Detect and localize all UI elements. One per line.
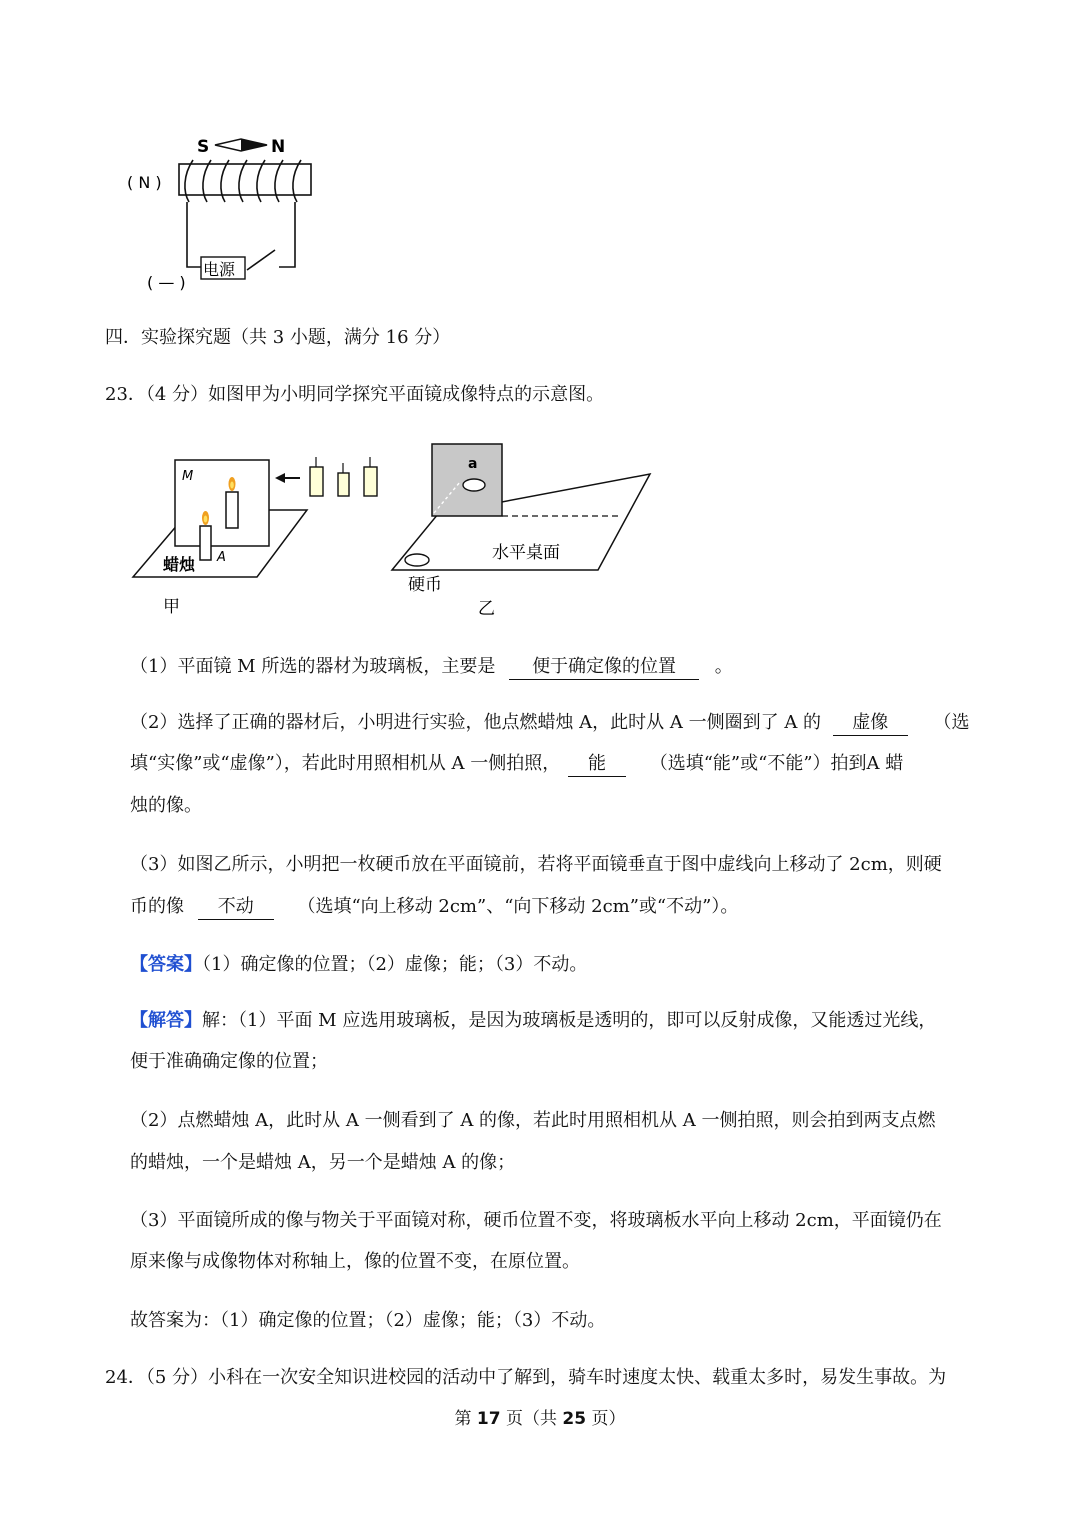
solenoid-figure [115, 130, 335, 295]
section-heading: 四．实验探究题（共 3 小题，满分 16 分） [105, 327, 451, 348]
answer-blank-3: 能 [568, 752, 626, 777]
candle-label: 蜡烛 [163, 555, 196, 574]
figure-jia-caption: 甲 [163, 597, 180, 617]
q23-stem: 23．（4 分）如图甲为小明同学探究平面镜成像特点的示意图。 [105, 384, 605, 405]
answer-tag: 【答案】 [130, 954, 202, 975]
final-answer: 故答案为：（1）确定像的位置；（2）虚像；能；（3）不动。 [130, 1310, 606, 1331]
switch-lever [247, 250, 275, 270]
mirror-m-label: M [182, 469, 194, 484]
answer-blank-2: 虚像 [833, 711, 908, 736]
q23-part2-line2 [130, 752, 903, 777]
candle-a [200, 526, 211, 560]
image-a-label: a [468, 456, 478, 472]
page-number: 17 [476, 1409, 501, 1429]
bottom-pole-label: ( — ) [147, 273, 186, 292]
q23-part1-text: （1）平面镜 M 所选的器材为玻璃板，主要是 [130, 656, 496, 677]
q23-part1 [130, 655, 733, 680]
footer-pre: 第 [454, 1409, 472, 1429]
analysis-line-4: 的蜡烛，一个是蜡烛 A，另一个是蜡烛 A 的像； [130, 1152, 516, 1173]
q23-part2-line2-text: 填“实像”或“虚像”），若此时用照相机从 A 一侧拍照， [130, 753, 561, 774]
coin-image [463, 479, 485, 491]
analysis-line-2: 便于准确确定像的位置； [130, 1051, 328, 1072]
analysis-line-1 [130, 1009, 936, 1033]
analysis-line-5: （3）平面镜所成的像与物关于平面镜对称，硬币位置不变，将玻璃板水平向上移动 2cm，平面镜仍在 [130, 1210, 942, 1231]
footer-mid: 页（共 [506, 1409, 557, 1429]
answer-text: （1）确定像的位置；（2）虚像；能；（3）不动。 [202, 954, 588, 975]
figure-jia [125, 448, 395, 623]
solenoid-core [179, 164, 311, 195]
q23-part3-text: 币的像 [130, 896, 184, 917]
q23-part2-line3: 烛的像。 [130, 795, 202, 816]
q23-part2-line2-end: （选填“能”或“不能”）拍到A 蜡 [649, 753, 904, 774]
answer-blank-1: 便于确定像的位置 [509, 655, 699, 680]
answer-line [130, 953, 587, 977]
q24-stem: 24．（5 分）小科在一次安全知识进校园的活动中了解到，骑车时速度太快、载重太多时，易发生事故。为 [105, 1367, 947, 1388]
q23-part2-line1 [130, 711, 970, 736]
q23-part2-mid: （选 [933, 712, 970, 733]
analysis-line-3: （2）点燃蜡烛 A，此时从 A 一侧看到了 A 的像，若此时用照相机从 A 一侧拍照，则会拍到两支点燃 [130, 1110, 936, 1131]
page-footer [0, 1404, 1080, 1429]
table-label: 水平桌面 [492, 543, 560, 563]
analysis-tag: 【解答】 [130, 1010, 202, 1031]
answer-blank-4: 不动 [198, 895, 274, 920]
coin [405, 554, 429, 566]
power-source-label: 电源 [203, 260, 236, 279]
footer-post: 页） [591, 1409, 626, 1429]
compass-n-label: N [271, 137, 286, 157]
candle-a-label: A [217, 550, 226, 565]
q23-part3-line2 [130, 895, 738, 920]
image-candle [226, 492, 238, 528]
arrow-icon [275, 473, 300, 483]
figure-yi-caption: 乙 [478, 599, 495, 619]
coin-label: 硬币 [408, 575, 442, 595]
left-pole-label: ( N ) [127, 173, 162, 192]
q23-part2-text: （2）选择了正确的器材后，小明进行实验，他点燃蜡烛 A，此时从 A 一侧圈到了 A 的 [130, 712, 822, 733]
q23-part3-end: （选填“向上移动 2cm”、“向下移动 2cm”或“不动”）。 [297, 896, 739, 917]
circuit-wire [187, 202, 201, 267]
q23-part3-line1: （3）如图乙所示，小明把一枚硬币放在平面镜前，若将平面镜垂直于图中虚线向上移动了 2cm，则硬 [130, 854, 942, 875]
total-pages: 25 [562, 1409, 587, 1429]
compass-s-label: S [197, 137, 210, 157]
figure-yi [388, 438, 658, 620]
analysis-line-6: 原来像与成像物体对称轴上，像的位置不变，在原位置。 [130, 1251, 580, 1272]
spare-candles [310, 457, 377, 496]
analysis-text-1: 解：（1）平面 M 应选用玻璃板，是因为玻璃板是透明的，即可以反射成像，又能透过光线， [202, 1010, 937, 1031]
q23-part1-end: 。 [714, 656, 733, 677]
